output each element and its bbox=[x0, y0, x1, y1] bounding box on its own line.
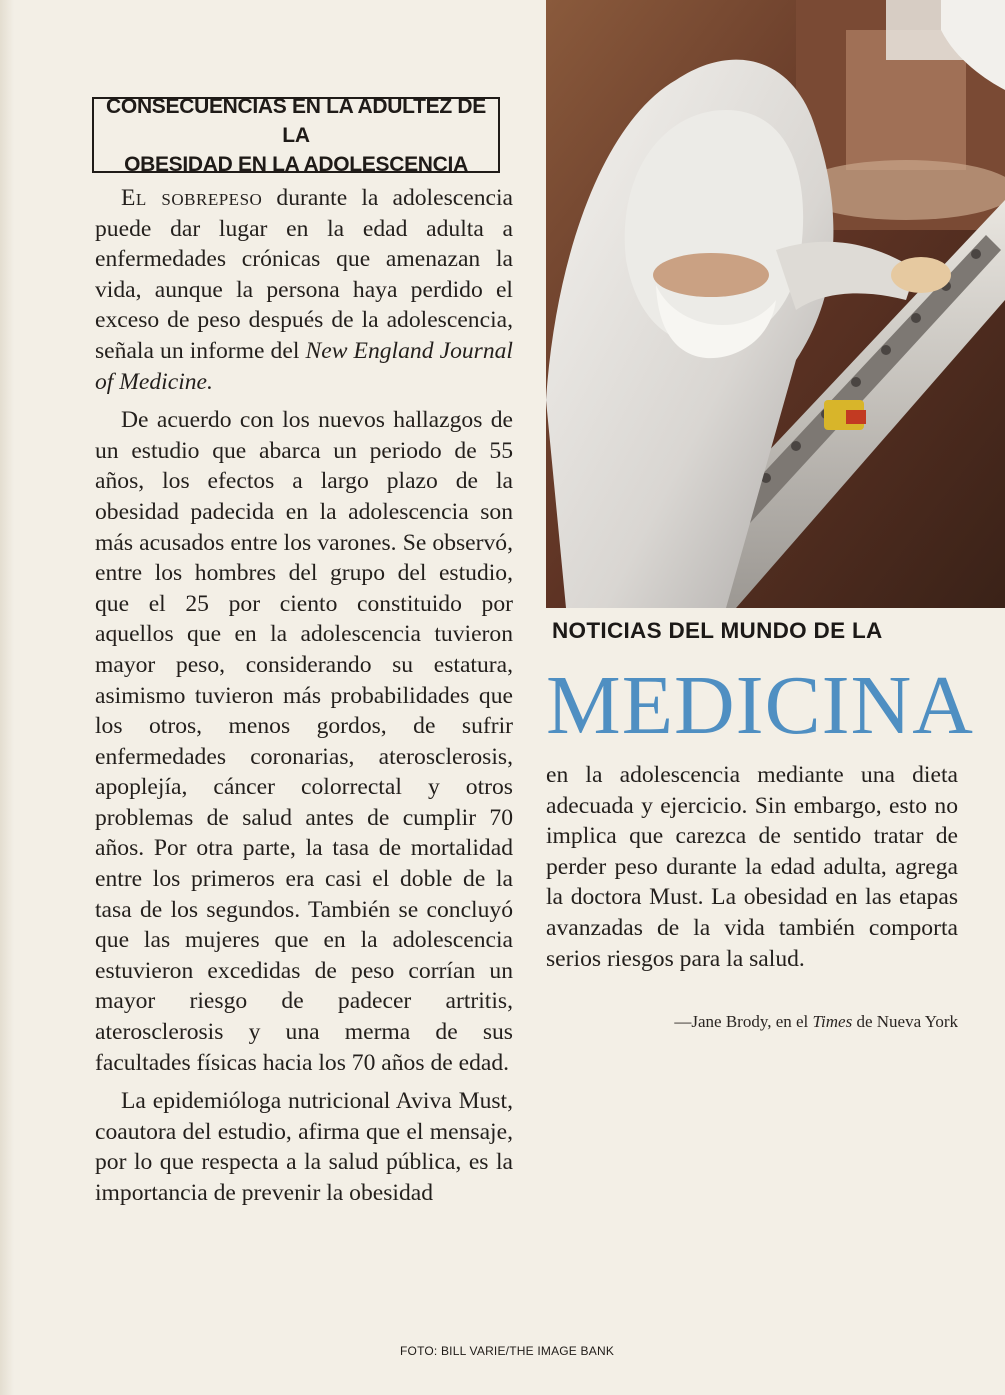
section-heading: CONSECUENCIAS EN LA ADULTEZ DE LA OBESIDAD EN LA ADOLESCENCIA bbox=[106, 94, 486, 176]
paragraph-continuation: en la adolescencia mediante una dieta adecuada y ejercicio. Sin embargo, esto no implica que carezca de sentido tratar de perder peso durante la edad adulta, agrega la doctora Must. La obesidad en las etapas avanzadas de la vida también comporta serios riesgos para la salud. bbox=[546, 762, 958, 972]
section-masthead: MEDICINA bbox=[546, 659, 974, 752]
credit-suffix: de Nueva York bbox=[852, 1012, 958, 1031]
article-left-column bbox=[95, 183, 513, 1209]
source-credit bbox=[560, 1012, 958, 1032]
credit-prefix: —Jane Brody, en el bbox=[674, 1012, 813, 1031]
section-heading-box bbox=[92, 94, 500, 176]
lab-technician-photo bbox=[546, 0, 1005, 608]
paragraph-2: De acuerdo con los nuevos hallazgos de un estudio que abarca un periodo de 55 años, los efectos a largo plazo de la obesidad padecida en la adolescencia son más acusados entre los varones. Se observó, entre los hombres del grupo del estudio, que el 25 por ciento constituido por aquellos que en la adolescencia tuvieron mayor peso, considerando su estatura, asimismo tuvieron más probabilidades que los otros, menos gordos, de sufrir enfermedades coronarias, aterosclerosis, apoplejía, cáncer colorrectal y otros problemas de salud antes de cumplir 70 años. Por otra parte, la tasa de mortalidad entre los primeros era casi el doble de la tasa de los segundos. También se concluyó que las mujeres que en la adolescencia estuvieron excedidas de peso corrían un mayor riesgo de padecer artritis, aterosclerosis y una merma de sus facultades físicas hacia los 70 años de edad. bbox=[95, 407, 513, 1076]
photo-credit: FOTO: BILL VARIE/THE IMAGE BANK bbox=[400, 1344, 615, 1358]
credit-publication: Times bbox=[812, 1012, 853, 1031]
journal-name: New England Journal of Medicine. bbox=[95, 337, 513, 395]
lab-technician-illustration bbox=[546, 0, 1005, 608]
paragraph-3: La epidemióloga nutricional Aviva Must, coautora del estudio, afirma que el mensaje, por lo que respecta a la salud pública, es la importancia de prevenir la obesidad bbox=[95, 1088, 513, 1206]
page-edge bbox=[0, 0, 14, 1395]
paragraph-1 bbox=[95, 183, 513, 397]
section-kicker: NOTICIAS DEL MUNDO DE LA bbox=[552, 618, 883, 643]
article-right-column bbox=[546, 760, 958, 974]
lead-in-text: El sobrepeso bbox=[121, 185, 263, 211]
paragraph-1-body: durante la adolescencia puede dar lugar en la edad adulta a enfermedades crónicas que amenazan la vida, aunque la persona haya perdido el exceso de peso después de la adolescencia, señala un informe del bbox=[95, 185, 513, 364]
